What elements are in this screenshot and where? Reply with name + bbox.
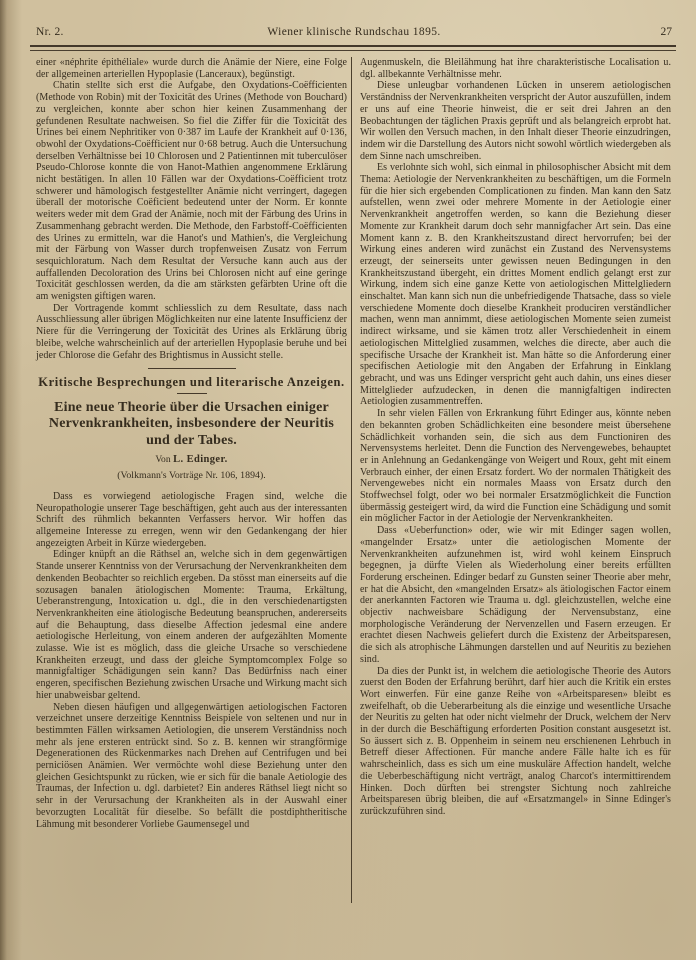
paragraph: Dass es vorwiegend aetiologische Fragen sind, welche die Neuropathologie unserer Tage beschäftigen, geht auch aus der interessanten Schrift des rühmlich bekannten Verfassers hervor. Wir hoffen das allgemeine Interesse zu erregen, wenn wir den Gedankengang der hier angezeigten Arbeit in Kürze wiedergeben. — [36, 490, 347, 549]
paragraph: Augenmuskeln, die Bleilähmung hat ihre charakteristische Localisation u. dgl. allbekannte Verhältnisse mehr. — [360, 57, 671, 80]
paragraph: einer «néphrite épithéliale» wurde durch die Anämie der Niere, eine Folge der allgemeinen arteriellen Hypoplasie (Lanceraux), begünstigt. — [36, 57, 347, 80]
header-rule — [30, 45, 676, 51]
paragraph: Der Vortragende kommt schliesslich zu dem Resultate, dass nach Ausschliessung aller übrigen Möglichkeiten nur eine latente Insufficienz der Niere für die Verringerung der Toxicität des Urines als Erklärung übrig bleibe, welche wahrscheinlich auf der arteriellen Hypoplasie beruhe und bei jeder Chlorose die Gefahr des Brightismus in Aussicht stelle. — [36, 302, 347, 361]
paragraph: Diese unleugbar vorhandenen Lücken in unserem aetiologischen Verständniss der Nervenkrankheiten verspricht der Autor auszufüllen, indem er uns auf eine Theorie hinweist, die er seit drei Jahren an den Beobachtungen der täglichen Praxis geprüft und als belangreich erprobt hat. Wir wollen den Versuch machen, in den Inhalt dieser Theorie einzudringen, indem wir die Darstellung des Autors nicht sowohl wörtlich wiedergeben als dem Sinne nach umschreiben. — [360, 80, 671, 162]
byline-prefix: Von — [155, 455, 171, 466]
article-title: Eine neue Theorie über die Ursachen einiger Nervenkrankheiten, insbesondere der Neuritis und der Tabes. — [48, 399, 335, 448]
section-heading: Kritische Besprechungen und literarische Anzeigen. — [38, 375, 345, 390]
section-divider-rule — [148, 368, 236, 369]
journal-title: Wiener klinische Rundschau 1895. — [267, 26, 441, 38]
paragraph: Edinger knüpft an die Räthsel an, welche sich in dem gegenwärtigen Stande unserer Kenntniss von der Verursachung der Nervenkrankheiten dem denkenden Beobachter so reichlich ergeben. Da stösst man einerseits auf die sozusagen banalen ätiologischen Momente: Trauma, Erkältung, Ueberanstrengung, Intoxication u. dgl., die in den verschiedenartigsten Nervenkrankheiten eine ätiologische Bedeutung beanspruchen, andererseits auf die Behauptung, dass dieselbe Affection jedesmal eine andere aetiologische Herleitung, von einem anderen der aufgezählten Momente zulasse. Wie ist es möglich, dass die gleiche Ursache so verschiedene Krankheiten erzeugt, und dass der gleiche Symptomcomplex Folge so mannigfaltiger Schädigungen sein kann? Das Bedürfniss nach einer engeren, specifischen Beziehung zwischen Ursache und Wirkung macht sich hier unabweisbar geltend. — [36, 549, 347, 701]
heading-divider-rule — [177, 393, 207, 394]
paragraph: Dass «Ueberfunction» oder, wie wir mit Edinger sagen wollen, «mangelnder Ersatz» unter die aetiologischen Momente der Nervenkrankheiten aufzunehmen ist, wird wohl keinem Einspruch begegnen, ja dürfte Vielen als Wiederholung einer bereits erfüllten Forderung erscheinen. Edinger bedarf zu Gunsten seiner Theorie aber mehr, er hat die Absicht, den «mangelnden Ersatz» als ätiologischen Factor einem der anerkannten Factoren wie Trauma u. dgl. gleichzustellen, welche eine objectiv nachweisbare Schädigung der Nervensubstanz, eine morphologische Veränderung der Nervenzellen und Fasern erzeugen. Er erachtet diesen Nachweis geliefert durch die Existenz der Arbeitsparesen, die sich als atrophische Lähmungen darstellen und auf Neuritis zu beziehen sind. — [360, 525, 671, 665]
issue-number: Nr. 2. — [36, 26, 64, 38]
paragraph: Es verlohnte sich wohl, sich einmal in philosophischer Absicht mit dem Thema: Aetiologie der Nervenkrankheiten zu beschäftigen, um die Formeln für die hier sich ergebenden Complicationen zu finden. Man kann den Satz aufstellen, wenn zwei oder mehrere Momente in der Aetiologie einer Nervenkrankheit angetroffen werden, so kann die Beziehung dieser Momente zur Krankheit darum doch sehr mannigfacher Art sein. Das eine Moment kann z. B. den Krankheitszustand direct hervorrufen; bei der Wirkung eines anderen wird zunächst ein Zustand des Nervensystems erzeugt, der seinerseits unter gewissen neuen Bedingungen in den Krankheitszustand übergeht, ein drittes Moment endlich gelangt erst zur Wirkung, indem sich eine ganze Kette von aetiologischen Mittelgliedern einschaltet. Man kann sich nun die unbefriedigende Thatsache, dass so viele verschiedene Momente doch dieselbe Krankheit produciren verständlicher machen, wenn man annimmt, diese aetiologischen Momente seien zumeist indirect wirksame, und sie kämen trotz aller Verschiedenheit in einem aetiologischen Mittelglied zusammen, welches die directe, aber auch die specifische Ursache der Krankheit ist. Man hätte so die Anforderung einer specifischen Aetiologie mit den Angaben der Erfahrung in Einklang gebracht, und was uns Edinger verspricht geht auch dahin, uns eines dieser Mittelglieder aufzudecken, in denen die mannigfaltigen indirecten Aetiologien zusammentreffen. — [360, 162, 671, 408]
paragraph: Chatin stellte sich erst die Aufgabe, den Oxydations-Coëfficienten (Methode von Robin) mit der Toxicität des Urines (Methode von Bouchard) zu vergleichen, konnte aber schon hier keinen Zusammenhang der gefundenen Resultate nachweisen. So fiel die Ziffer für die Toxicität des Urines bei einem Nephritiker von 0·387 im Laufe der Krankheit auf 0·136, obwohl der Oxydations-Coëfficient nur 0·68 betrug. Auch die Untersuchung derselben Verhältnisse bei 10 Chlorosen und 2 Patientinnen mit tuberculöser Pseudo-Chlorose konnte die von Hanot-Mathien angenommene Erklärung nicht bestätigen. In allen 10 Fällen war der Oxydations-Coëfficient trotz schwerer und hämologisch festgestellter Anämie nicht verringert, dagegen überall der motorische Coëficient bedeutend unter der Norm. Er konnte weiters weder mit dem Grad der Anämie, noch mit der Färbung des Urins in Zusammenhang gebracht werden. Die Methode, den Farbstoff-Coëfficienten des Urines zu ermitteln, war die Hanot's und Mathien's, die Vergleichung mit der Färbung von Wasser durch tropfenweisen Zusatz von Ferrum sesquichloratum. Nach dem Resultat der Versuche kann auch aus der auffallenden Decoloration des Urins bei Chlorosen nicht auf eine geringe Toxicität geschlossen werden, da die am stärksten gefärbten Urine oft die am wenigsten giftigen waren. — [36, 80, 347, 303]
left-column — [36, 57, 347, 830]
column-divider — [351, 57, 352, 903]
page-header — [36, 26, 672, 38]
right-column — [360, 57, 671, 818]
source-citation: (Volkmann's Vorträge Nr. 106, 1894). — [117, 470, 266, 482]
byline — [36, 454, 347, 467]
page-number: 27 — [660, 26, 672, 38]
paragraph: In sehr vielen Fällen von Erkrankung führt Edinger aus, könnte neben den bekannten groben Schädlichkeiten eine besondere meist übersehene Schädlichkeit vorhanden sein, die sich aus dem Functioniren des Nervensystems herleitet. Denn die Function des Nervengewebes, behauptet er in Anlehnung an Gedankengänge von Weigert und Roux, geht mit einem Verbrauch einher, der einen Ersatz fordert. Wo der normalen Thätigkeit des Nervengewebes nicht ein normales Maass von Ersatz durch den Stoffwechsel folgt, oder wo bei normaler Ersatzmöglichkeit die Function übermässig gesteigert wird, da wird die Function eine Schädigung und somit ein möglicher Factor in der Aetiologie der Nervenkrankheiten. — [360, 408, 671, 525]
author-name: L. Edinger. — [173, 454, 228, 466]
paragraph: Neben diesen häufigen und allgegenwärtigen aetiologischen Factoren verzeichnet unsere derzeitige Kenntniss Beispiele von seltenen und nur in bestimmten Fällen wirksamen Aetiologien, die unserem Verständniss noch mehr als jene ersteren entrückt sind. So z. B. kennen wir strangförmige Degenerationen des Rückenmarkes nach Drehen auf Centrifugen und bei perniciösen Anämien. Wer vermöchte wohl diese Beziehung unter den gleichen Gesichtspunkt zu rücken, wie er sich für die banale Aetiologie des Traumas, der Infection u. dgl. darbietet? Ein anderes Räthsel liegt nicht so sehr in der Verursachung der Krankheiten als in der Auswahl einer bevorzugten Localität für dieselbe. So befällt die postdiphtheritische Lähmung mit besonderer Vorliebe Gaumensegel und — [36, 701, 347, 830]
paragraph: Da dies der Punkt ist, in welchem die aetiologische Theorie des Autors zuerst den Boden der Erfahrung berührt, darf hier auch die Kritik ein erstes Wort einwerfen. Für eine ganze Reihe von «Arbeitsparesen» bleibt es zweifelhaft, ob die Ueberarbeitung als die einzige und wesentliche Ursache der Neuritis zu gelten hat oder nicht vielmehr der Druck, welchem der Nerv in der durch die Beschäftigung erforderten Position constant ausgesetzt ist. So äussert sich z. B. Oppenheim in seinem neu erschienenen Lehrbuch in Betreff dieser Affectionen. Für manche andere Fälle halte ich es für wahrscheinlich, dass es sich um eine muskuläre Affection handelt, welche die Ueberbeschäftigung nicht verträgt, analog Charcot's intermittirendem Hinken. Doch dürften bei strengster Sichtung noch zahlreiche Arbeitsparesen übrig bleiben, die auf «Ersatzmangel» in Sinne Edinger's zurückzuführen sind. — [360, 665, 671, 817]
